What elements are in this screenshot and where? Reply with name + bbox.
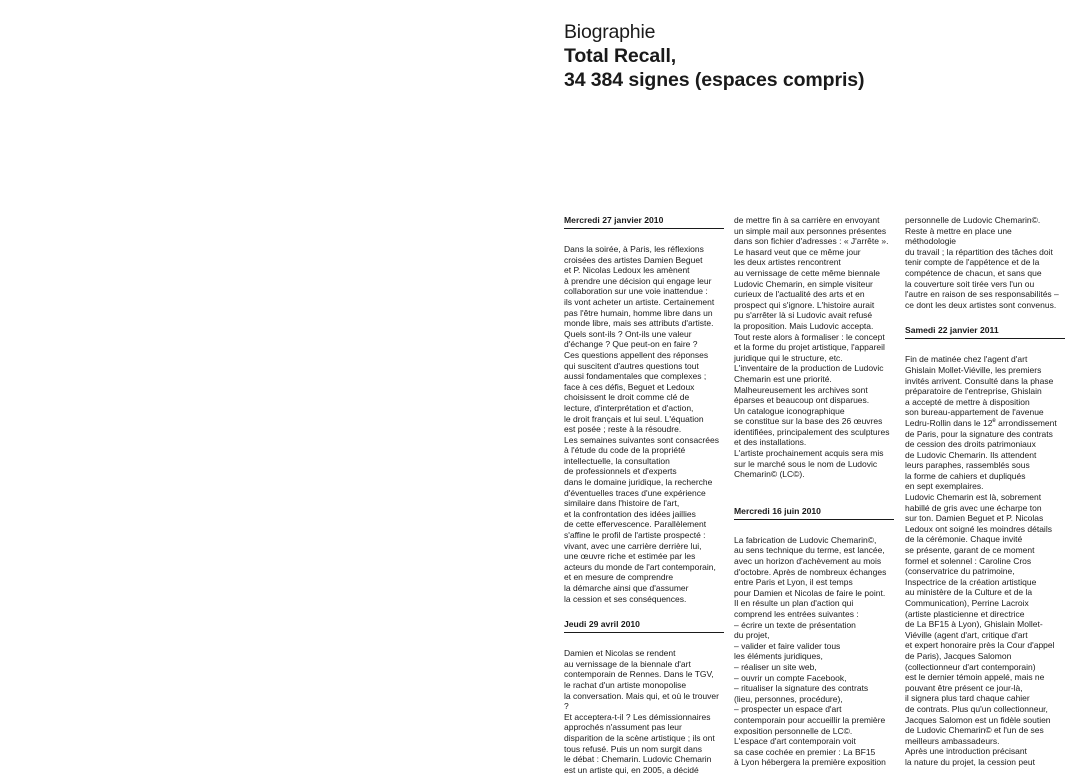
text-column-2 — [734, 215, 894, 768]
body-paragraph: personnelle de Ludovic Chemarin©. Reste à mettre en place une méthodologie du travail ; la répartition des tâches doit tenir compte de l'appétence et de la compétence de chacun, et sans que la couverture soit tirée vers l'un ou l'autre en raison de ses responsabilités – ce dont les deux artistes sont convenus. — [905, 215, 1059, 310]
body-paragraph — [905, 354, 1065, 767]
date-heading: Mercredi 16 juin 2010 — [734, 506, 894, 520]
date-heading: Mercredi 27 janvier 2010 — [564, 215, 724, 229]
body-paragraph: La fabrication de Ludovic Chemarin©, au sens technique du terme, est lancée, avec un horizon d'achèvement au mois d'octobre. Après de nombreux échanges entre Paris et Lyon, il est temps pour Damien et Nicolas de faire le point. Il en résulte un plan d'action qui comprend les entrées suivantes : – écrire un texte de présentation du projet, – valider et faire valider tous les éléments juridiques, – réaliser un site web, – ouvrir un compte Facebook, – ritualiser la signature des contrats (lieu, personnes, procédure), – prospecter un espace d'art contemporain pour accueillir la première exposition personnelle de LC©. L'espace d'art contemporain voit sa case cochée en premier : La BF15 à Lyon hébergera la première exposition — [734, 534, 887, 768]
article-title-line-1: Total Recall, — [564, 45, 677, 67]
ordinal-superscript: e — [992, 418, 996, 425]
text-column-1 — [564, 215, 724, 775]
date-heading: Jeudi 29 avril 2010 — [564, 619, 724, 633]
body-text-part: arrondissement de Paris, pour la signature des contrats de cession des droits patrimoniaux de Ludovic Chemarin. Ils attendent leurs paraphes, rassemblés sous la forme de cahiers et dupliqués en sept exemplaires. Ludovic Chemarin est là, sobrement habillé de gris avec une écharpe ton sur ton. Damien Beguet et P. Nicolas Ledoux ont soigné les moindres détails de la cérémonie. Chaque invité se présente, garant de ce moment formel et solennel : Caroline Cros (conservatrice du patrimoine, Inspectrice de la création artistique au ministère de la Culture et de la Communication), Perrine Lacroix (artiste plasticienne et directrice de La BF15 à Lyon), Ghislain Mollet- Viéville (agent d'art, critique d'art et expert honoraire près la Cour d'appel de Paris), Jacques Salomon (collectionneur d'art contemporain) est le dernier témoin appelé, mais ne pouvant être présent ce jour-là, il signera plus tard chaque cahier de contrats. Plus qu'un collectionneur, Jacques Salomon est un fidèle soutien de Ludovic Chemarin© et l'un de ses meilleurs ambassadeurs. Après une introduction précisant la nature du projet, la cession peut — [905, 417, 1057, 767]
text-column-3 — [905, 215, 1065, 768]
body-text-part: Fin de matinée chez l'agent d'art Ghislain Mollet-Viéville, les premiers invités arrivent. Consulté dans la phase préparatoire de l'entreprise, Ghislain a accepté de mettre à disposition son bureau-appartement de l'avenue Ledru-Rollin dans le 12 — [905, 354, 1054, 428]
article-title-line-2: 34 384 signes (espaces compris) — [564, 69, 865, 91]
article-header — [564, 20, 1064, 92]
section-kicker: Biographie — [564, 21, 656, 43]
body-paragraph: Damien et Nicolas se rendent au vernissage de la biennale d'art contemporain de Rennes. Dans le TGV, le rachat d'un artiste monopolise la conversation. Mais qui, et où le trouver ? Et acceptera-t-il ? Les démissionnaires approchés n'assument pas leur disparition de la scène artistique ; ils ont tous refusé. Puis un nom surgit dans le débat : Chemarin. Ludovic Chemarin est un artiste qui, en 2005, a décidé — [564, 648, 719, 775]
body-paragraph: de mettre fin à sa carrière en envoyant un simple mail aux personnes présentes dans son fichier d'adresses : « J'arrête ». Le hasard veut que ce même jour les deux artistes rencontrent au vernissage de cette même biennale Ludovic Chemarin, en simple visiteur curieux de l'actualité des arts et en prospect qui s'ignore. L'histoire aurait pu s'arrêter là si Ludovic avait refusé la proposition. Mais Ludovic accepta. Tout reste alors à formaliser : le concept et la forme du projet artistique, l'appareil juridique qui le structure, etc. L'inventaire de la production de Ludovic Chemarin est une priorité. Malheureusement les archives sont éparses et beaucoup ont disparues. Un catalogue iconographique se constitue sur la base des 26 œuvres identifiées, principalement des sculptures et des installations. L'artiste prochainement acquis sera mis sur le marché sous le nom de Ludovic Chemarin© (LC©). — [734, 215, 890, 480]
date-heading: Samedi 22 janvier 2011 — [905, 325, 1065, 339]
body-paragraph: Dans la soirée, à Paris, les réflexions croisées des artistes Damien Beguet et P. Nicolas Ledoux les amènent à prendre une décision qui engage leur collaboration sur une voie inattendue : ils vont acheter un artiste. Certainement pas l'être humain, homme libre dans un monde libre, mais ses attributs d'artiste. Quels sont-ils ? Ont-ils une valeur d'échange ? Que peut-on en faire ? Ces questions appellent des réponses qui suscitent d'autres questions tout aussi fondamentales que complexes ; face à ces défis, Beguet et Ledoux choisissent le droit comme clé de lecture, d'interprétation et d'action, le droit français et lui seul. L'équation est posée ; reste à la résoudre. Les semaines suivantes sont consacrées à l'étude du code de la propriété intellectuelle, la consultation de professionnels et d'experts dans le domaine juridique, la recherche d'éventuelles traces d'une expérience similaire dans l'histoire de l'art, et la confrontation des idées jaillies de cette effervescence. Parallèlement s'affine le profil de l'artiste prospecté : vivant, avec une carrière derrière lui, une œuvre riche et estimée par les acteurs du monde de l'art contemporain, et en mesure de comprendre la démarche ainsi que d'assumer la cession et ses conséquences. — [564, 244, 719, 604]
